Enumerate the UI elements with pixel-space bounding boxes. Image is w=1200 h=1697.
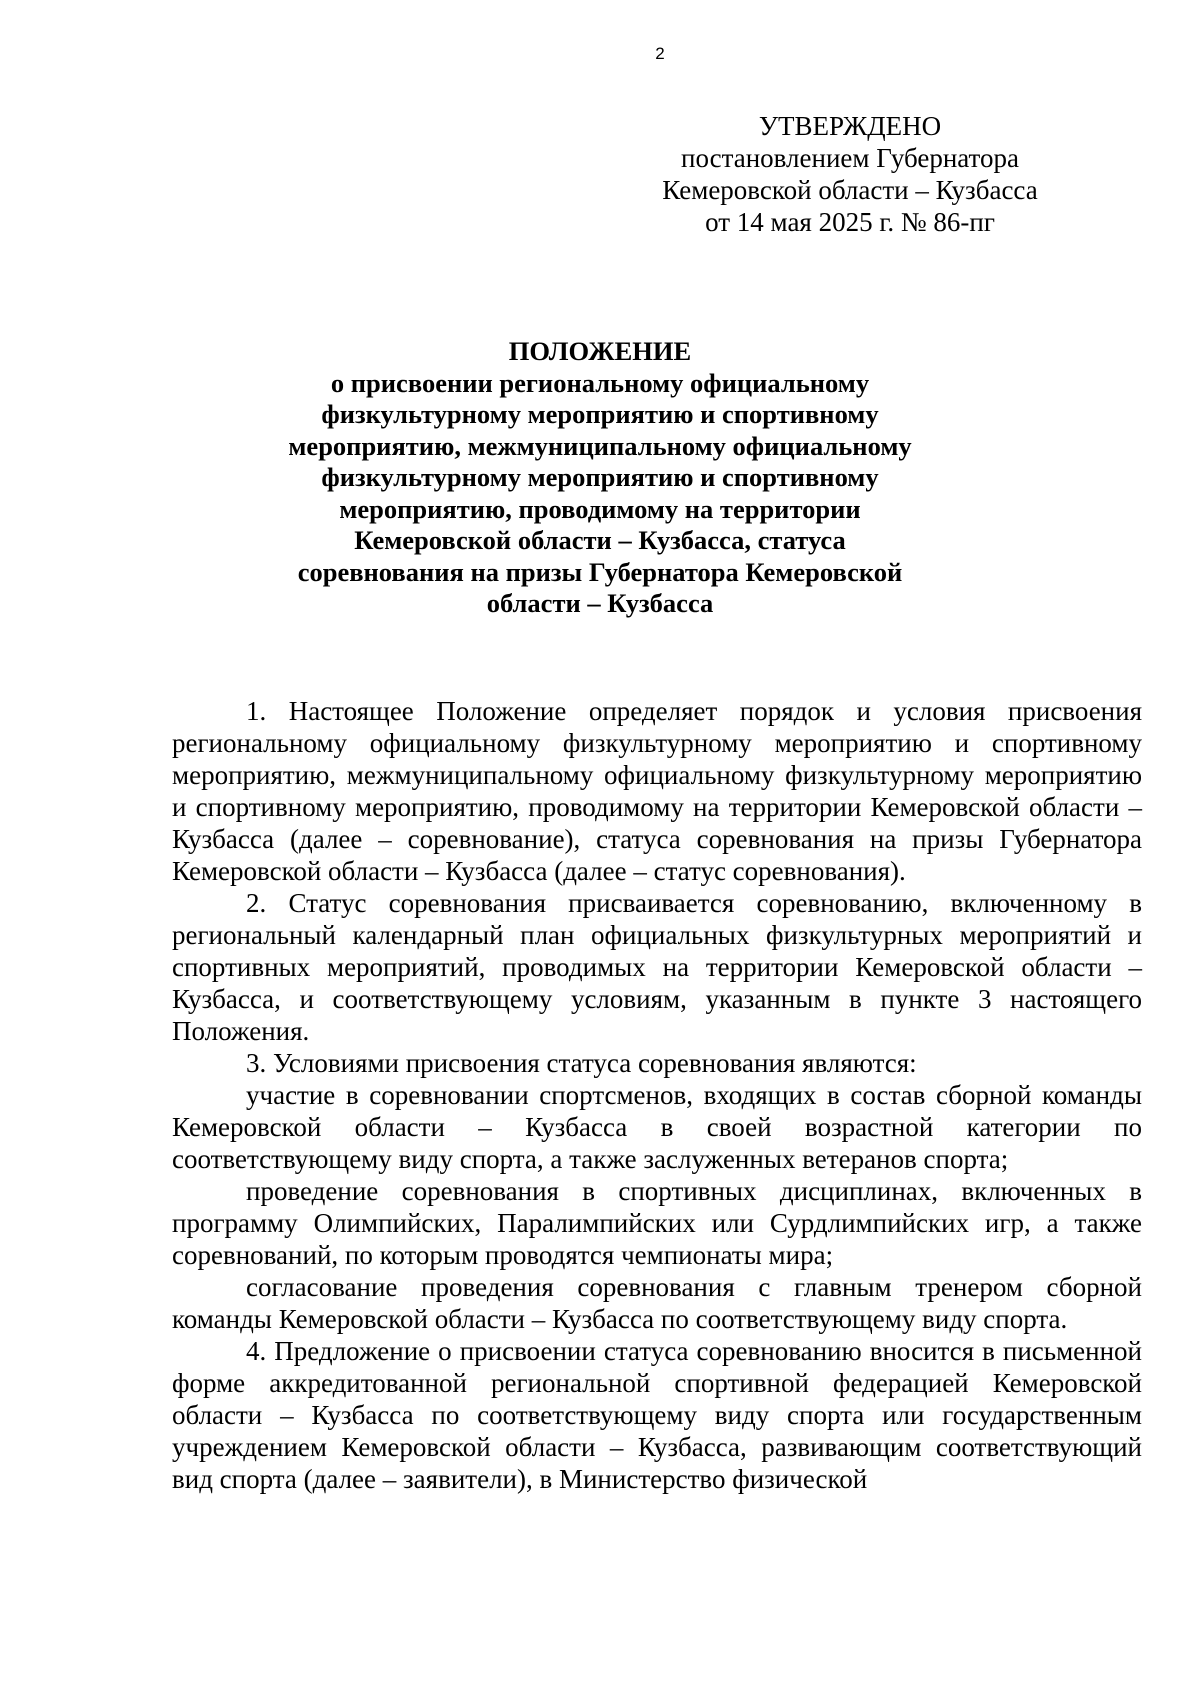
condition-item: проведение соревнования в спортивных дисциплинах, включенных в программу Олимпийских, Паралимпийских или Сурдлимпийских игр, а также соревнований, по которым проводятся чемпионаты мира; xyxy=(172,1176,1142,1270)
document-body xyxy=(172,695,1142,1495)
approval-stamp-block xyxy=(650,110,1050,238)
title-line: о присвоении региональному официальному xyxy=(330,367,870,398)
document-title xyxy=(270,336,930,620)
condition-item: участие в соревновании спортсменов, входящих в состав сборной команды Кемеровской области – Кузбасса в своей возрастной категории по соответствующему виду спорта, а также заслуженных ветеранов спорта; xyxy=(172,1080,1142,1174)
approval-date-line: от 14 мая 2025 г. № 86-пг xyxy=(705,207,995,237)
paragraph-2: 2. Статус соревнования присваивается соревнованию, включенному в региональный календарный план официальных физкультурных мероприятий и спортивных мероприятий, проводимых на территории Кемеровской области – Кузбасса, и соответствующему условиям, указанным в пункте 3 настоящего Положения. xyxy=(172,888,1142,1046)
title-line: соревнования на призы Губернатора Кемеровской xyxy=(297,556,903,587)
title-heading: ПОЛОЖЕНИЕ xyxy=(508,336,692,366)
title-line: физкультурному мероприятию и спортивному xyxy=(321,462,879,492)
page-number: 2 xyxy=(655,44,665,63)
title-line: физкультурному мероприятию и спортивному xyxy=(321,399,879,429)
title-line: области – Кузбасса xyxy=(486,588,714,618)
approval-line: Кемеровской области – Кузбасса xyxy=(662,175,1038,205)
paragraph-4: 4. Предложение о присвоении статуса соревнованию вносится в письменной форме аккредитованной региональной спортивной федерацией Кемеровской области – Кузбасса по соответствующему виду спорта или государственным учреждением Кемеровской области – Кузбасса, развивающим соответствующий вид спорта (далее – заявители), в Министерство физической xyxy=(172,1336,1142,1494)
title-line: мероприятию, межмуниципальному официальному xyxy=(288,430,912,461)
approval-line: постановлением Губернатора xyxy=(681,143,1019,173)
condition-item: согласование проведения соревнования с главным тренером сборной команды Кемеровской области – Кузбасса по соответствующему виду спорта. xyxy=(172,1272,1142,1334)
title-line: мероприятию, проводимому на территории xyxy=(339,493,861,524)
title-line: Кемеровской области – Кузбасса, статуса xyxy=(354,525,846,555)
paragraph-3: 3. Условиями присвоения статуса соревнования являются: xyxy=(246,1048,917,1078)
approval-heading: УТВЕРЖДЕНО xyxy=(758,111,942,141)
paragraph-1: 1. Настоящее Положение определяет порядок и условия присвоения региональному официальному физкультурному мероприятию и спортивному мероприятию, межмуниципальному официальному физкультурному мероприятию и спортивному мероприятию, проводимому на территории Кемеровской области – Кузбасса (далее – соревнование), статуса соревнования на призы Губернатора Кемеровской области – Кузбасса (далее – статус соревнования). xyxy=(172,696,1142,886)
